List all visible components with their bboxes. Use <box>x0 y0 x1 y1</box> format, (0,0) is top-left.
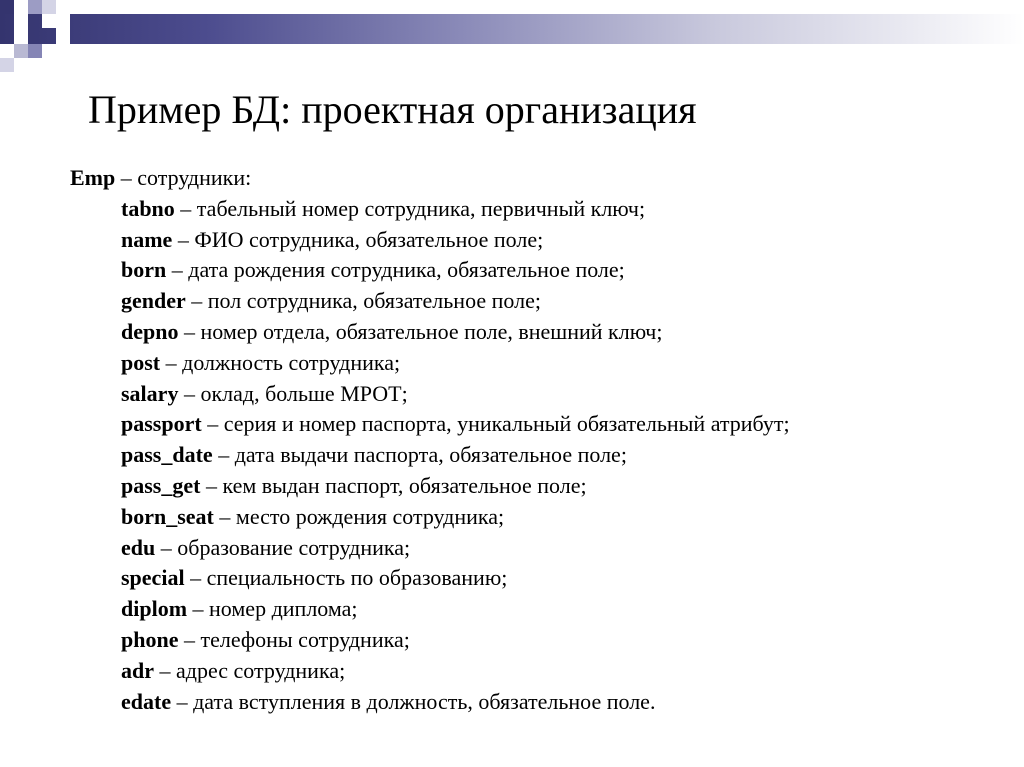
field-item <box>121 379 790 410</box>
field-item <box>121 471 790 502</box>
field-name: passport <box>121 411 202 437</box>
decor-block <box>14 44 28 58</box>
field-name: born_seat <box>121 503 214 529</box>
field-item <box>121 348 790 379</box>
field-item <box>121 502 790 533</box>
field-name: adr <box>121 657 154 683</box>
field-desc: – пол сотрудника, обязательное поле; <box>185 288 541 314</box>
field-item <box>121 687 790 718</box>
field-name: depno <box>121 318 179 344</box>
field-name: born <box>121 257 167 283</box>
field-name: post <box>121 349 161 375</box>
field-name: name <box>121 226 173 252</box>
field-item <box>121 625 790 656</box>
field-item <box>121 194 790 225</box>
decor-block <box>28 0 42 14</box>
field-desc: – кем выдан паспорт, обязательное поле; <box>200 472 587 498</box>
slide-title: Пример БД: проектная организация <box>88 87 697 132</box>
decor-block <box>56 14 70 44</box>
field-name: gender <box>121 288 186 314</box>
entity-desc: – сотрудники: <box>115 165 252 190</box>
field-desc: – должность сотрудника; <box>160 349 401 375</box>
field-desc: – образование сотрудника; <box>155 534 411 560</box>
field-desc: – дата рождения сотрудника, обязательное поле; <box>166 257 625 283</box>
decor-block <box>14 14 28 44</box>
field-name: tabno <box>121 195 175 221</box>
field-item <box>121 255 790 286</box>
field-item <box>121 286 790 317</box>
field-item <box>121 317 790 348</box>
entity-heading <box>70 163 790 194</box>
field-name: diplom <box>121 596 188 622</box>
field-item <box>121 563 790 594</box>
field-name: edate <box>121 688 172 714</box>
decor-block <box>0 0 14 14</box>
field-desc: – номер отдела, обязательное поле, внешний ключ; <box>178 318 663 344</box>
field-desc: – адрес сотрудника; <box>154 657 346 683</box>
field-desc: – телефоны сотрудника; <box>178 626 410 652</box>
field-desc: – серия и номер паспорта, уникальный обязательный атрибут; <box>201 411 790 437</box>
field-item <box>121 533 790 564</box>
slide-content <box>70 163 790 717</box>
field-desc: – ФИО сотрудника, обязательное поле; <box>172 226 544 252</box>
field-item <box>121 440 790 471</box>
decor-block <box>28 44 42 58</box>
field-name: phone <box>121 626 179 652</box>
field-item <box>121 656 790 687</box>
field-desc: – дата вступления в должность, обязательное поле. <box>171 688 656 714</box>
field-name: salary <box>121 380 179 406</box>
decor-block <box>42 14 56 28</box>
field-desc: – номер диплома; <box>187 596 358 622</box>
field-desc: – место рождения сотрудника; <box>213 503 505 529</box>
field-desc: – оклад, больше МРОТ; <box>178 380 408 406</box>
decor-block <box>0 58 14 72</box>
field-item <box>121 225 790 256</box>
field-item <box>121 409 790 440</box>
field-name: pass_get <box>121 472 201 498</box>
field-name: pass_date <box>121 442 213 468</box>
entity-name: Emp <box>70 165 116 190</box>
field-desc: – дата выдачи паспорта, обязательное поле; <box>212 442 627 468</box>
field-list <box>70 194 790 718</box>
field-name: edu <box>121 534 156 560</box>
field-item <box>121 594 790 625</box>
decor-block <box>42 0 56 14</box>
field-name: special <box>121 565 185 591</box>
field-desc: – табельный номер сотрудника, первичный ключ; <box>174 195 646 221</box>
header-band <box>0 14 1024 44</box>
field-desc: – специальность по образованию; <box>184 565 508 591</box>
